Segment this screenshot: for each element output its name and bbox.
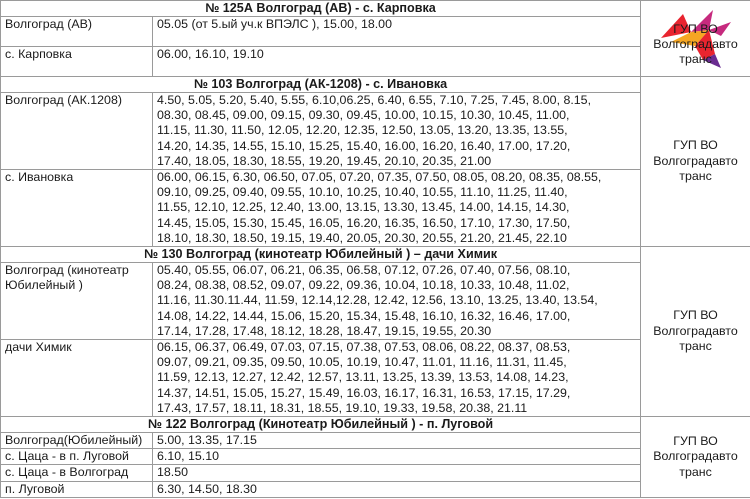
table-row (1, 340, 750, 417)
operator-line: транс (679, 464, 712, 479)
route-title: № 130 Волгоград (кинотеатр Юбилейный ) – дачи Химик (1, 247, 641, 263)
table-row (1, 449, 750, 465)
table-row (1, 465, 750, 481)
operator-line: ГУП ВО (673, 433, 718, 448)
stop-name: Волгоград(Юбилейный) (1, 433, 153, 449)
departure-times: 05.05 (от 5.ый уч.к ВПЭЛС ), 15.00, 18.00 (153, 17, 641, 47)
departure-times: 06.00, 06.15, 6.30, 06.50, 07.05, 07.20, 07.35, 07.50, 08.05, 08.20, 08.35, 08.55, 09.10, 09.25, 09.40, 09.55, 10.10, 10.25, 10.40, 10.55, 11.10, 11.25, 11.40, 11.55, 12.10, 12.25, 12.40, 13.00, 13.15, 13.30, 13.45, 14.00, 14.15, 14.30, 14.45, 15.05, 15.30, 15.45, 16.05, 16.20, 16.35, 16.50, 17.10, 17.30, 17.50, 18.10, 18.30, 18.50, 19.15, 19.40, 20.05, 20.30, 20.55, 21.20, 21.45, 22.10 (153, 170, 641, 247)
departure-times: 6.10, 15.10 (153, 449, 641, 465)
stop-name: с. Карповка (1, 47, 153, 77)
table-row (1, 433, 750, 449)
departure-times: 06.15, 06.37, 06.49, 07.03, 07.15, 07.38, 07.53, 08.06, 08.22, 08.37, 08.53, 09.07, 09.21, 09.35, 09.50, 10.05, 10.19, 10.47, 11.01, 11.16, 11.31, 11.45, 11.59, 12.13, 12.27, 12.42, 12.57, 13.11, 13.25, 13.39, 13.53, 14.08, 14.23, 14.37, 14.51, 15.05, 15.27, 15.49, 16.03, 16.17, 16.31, 16.53, 17.15, 17.29, 17.43, 17.57, 18.11, 18.31, 18.55, 19.10, 19.33, 19.58, 20.38, 21.11 (153, 340, 641, 417)
route-title: № 122 Волгоград (Кинотеатр Юбилейный ) - п. Луговой (1, 417, 641, 433)
operator-cell (641, 77, 750, 247)
table-row (1, 170, 750, 247)
operator-line: транс (679, 339, 712, 354)
route-header-row (1, 77, 750, 93)
departure-times: 18.50 (153, 465, 641, 481)
stop-name: Волгоград (АВ) (1, 17, 153, 47)
operator-line: Волгоградавто (653, 323, 738, 338)
table-row (1, 481, 750, 497)
stop-name: с. Ивановка (1, 170, 153, 247)
operator-line: ГУП ВО (673, 138, 718, 153)
route-header-row (1, 1, 750, 17)
departure-times: 06.00, 16.10, 19.10 (153, 47, 641, 77)
departure-times: 5.00, 13.35, 17.15 (153, 433, 641, 449)
route-title: № 125А Волгоград (АВ) - с. Карповка (1, 1, 641, 17)
route-title: № 103 Волгоград (АК-1208) - с. Ивановка (1, 77, 641, 93)
table-row (1, 93, 750, 170)
operator-cell (641, 417, 750, 498)
table-row (1, 263, 750, 340)
operator-line: Волгоградавто (653, 449, 738, 464)
logo-area (643, 8, 748, 70)
table-row (1, 47, 750, 77)
departure-times: 4.50, 5.05, 5.20, 5.40, 5.55, 6.10,06.25, 6.40, 6.55, 7.10, 7.25, 7.45, 8.00, 8.15, 08.30, 08.45, 09.00, 09.15, 09.30, 09.45, 10.00, 10.15, 10.30, 10.45, 11.00, 11.15, 11.30, 11.50, 12.05, 12.20, 12.35, 12.50, 13.05, 13.20, 13.35, 13.55, 14.20, 14.35, 14.55, 15.10, 15.25, 15.40, 16.00, 16.20, 16.40, 17.00, 17.20, 17.40, 18.05, 18.30, 18.55, 19.20, 19.45, 20.10, 20.35, 21.00 (153, 93, 641, 170)
operator-name: ГУП ВО Волгоградавто транс (653, 21, 738, 67)
operator-line: ГУП ВО (673, 308, 718, 323)
stop-name: Волгоград (кинотеатр Юбилейный ) (1, 263, 153, 340)
stop-name: с. Цаца - в п. Луговой (1, 449, 153, 465)
stop-name: п. Луговой (1, 481, 153, 497)
operator-cell (641, 247, 750, 417)
operator-line: транс (679, 169, 712, 184)
table-row (1, 17, 750, 47)
route-header-row (1, 417, 750, 433)
stop-name: дачи Химик (1, 340, 153, 417)
departure-times: 05.40, 05.55, 06.07, 06.21, 06.35, 06.58, 07.12, 07.26, 07.40, 07.56, 08.10, 08.24, 08.38, 08.52, 09.07, 09.22, 09.36, 10.04, 10.18, 10.33, 10.48, 11.02, 11.16, 11.30.11.44, 11.59, 12.14,12.28, 12.42, 12.56, 13.10, 13.25, 13.40, 13.54, 14.08, 14.22, 14.44, 15.06, 15.20, 15.34, 15.48, 16.10, 16.32, 16.46, 17.00, 17.14, 17.28, 17.48, 18.12, 18.28, 18.47, 19.15, 19.55, 20.30 (153, 263, 641, 340)
operator-line: Волгоградавто (653, 153, 738, 168)
departure-times: 6.30, 14.50, 18.30 (153, 481, 641, 497)
operator-cell (641, 1, 750, 77)
stop-name: Волгоград (АК.1208) (1, 93, 153, 170)
stop-name: с. Цаца - в Волгоград (1, 465, 153, 481)
route-header-row (1, 247, 750, 263)
